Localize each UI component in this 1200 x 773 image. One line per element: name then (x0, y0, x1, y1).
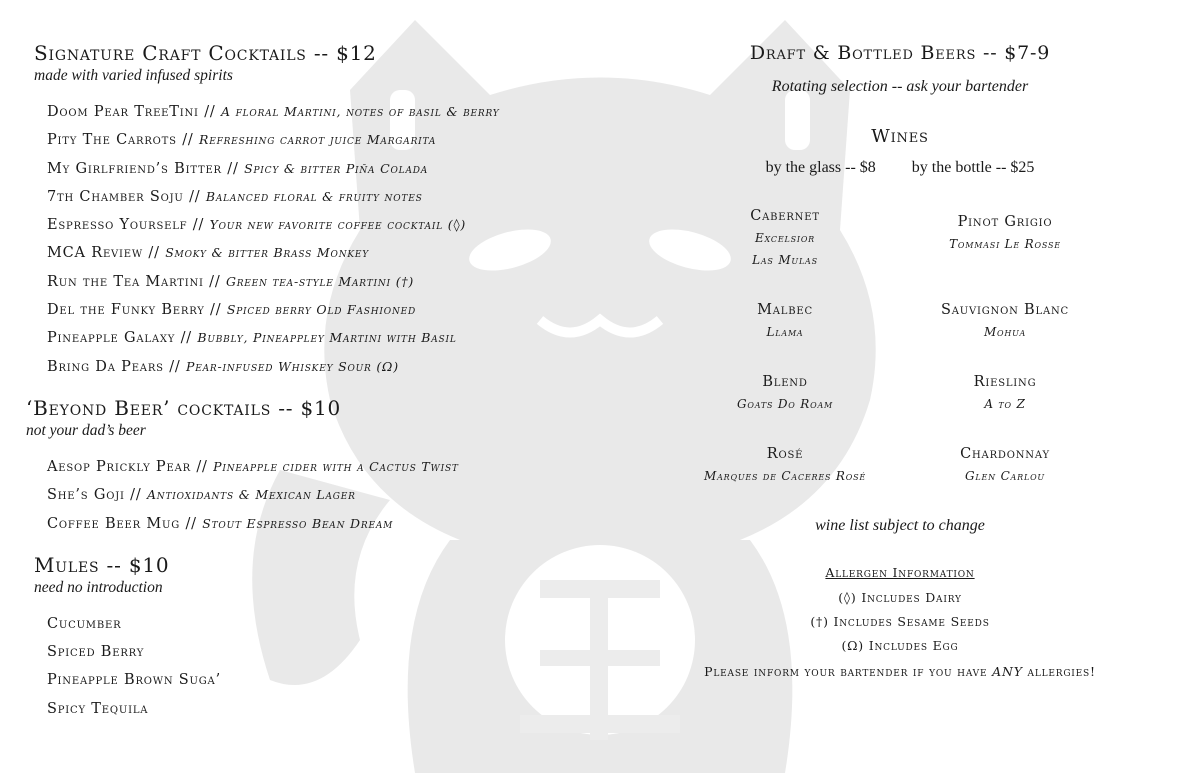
left-column (26, 40, 674, 737)
cocktail-name: Coffee Beer Mug // (47, 515, 203, 532)
cocktail-description: Stout Espresso Bean Dream (202, 515, 394, 531)
beyond-beer-subtitle: not your dad’s beer (26, 421, 146, 439)
cocktail-name: Pity The Carrots // (47, 132, 199, 149)
wine-item (900, 443, 1110, 487)
cocktail-description: Your new favorite coffee cocktail (◊) (209, 217, 467, 233)
wine-producer: Goats Do Roam (736, 397, 834, 411)
wine-producer: A to Z (984, 397, 1026, 411)
cocktail-name: She’s Goji // (47, 487, 147, 504)
cocktail-item (47, 155, 674, 183)
beyond-beer-section (26, 395, 674, 538)
wine-price-glass: by the glass -- $8 (765, 159, 876, 176)
wine-producer: Glen Carlou (965, 469, 1045, 483)
wine-varietal: Blend (762, 374, 808, 390)
cocktail-name: 7th Chamber Soju // (47, 188, 206, 205)
beyond-beer-title: ‘Beyond Beer’ cocktails -- $10 (26, 395, 342, 420)
wine-item (900, 299, 1110, 343)
wine-producer: Las Mulas (752, 253, 818, 267)
wine-prices (680, 159, 1120, 177)
cocktail-item (47, 183, 674, 211)
cocktail-description: Spicy & bitter Piña Colada (244, 160, 429, 176)
wine-producer: Tommasi Le Rosse (949, 237, 1061, 251)
wine-item (900, 205, 1110, 271)
allergen-item: (◊) Includes Dairy (838, 590, 962, 605)
allergy-notice (680, 664, 1120, 679)
allergen-item: (Ω) Includes Egg (841, 638, 959, 653)
cocktail-item (47, 268, 674, 296)
beyond-beer-item (47, 453, 674, 481)
cocktail-description: Pear-infused Whiskey Sour (Ω) (186, 358, 399, 374)
wine-varietal: Rosé (766, 446, 804, 462)
wines-title: Wines (871, 126, 929, 147)
wine-list (680, 205, 1120, 487)
allergy-notice-end: allergies! (1022, 664, 1096, 679)
signature-cocktails-subtitle: made with varied infused spirits (34, 67, 233, 84)
beers-subtitle: Rotating selection -- ask your bartender (771, 78, 1029, 95)
cocktail-description: Smoky & bitter Brass Monkey (165, 245, 369, 261)
beyond-beer-item (47, 481, 674, 509)
cocktail-name: Pineapple Galaxy // (47, 330, 198, 347)
wine-varietal: Riesling (973, 374, 1037, 390)
cocktail-description: Balanced floral & fruity notes (205, 188, 423, 204)
mule-item: Pineapple Brown Suga’ (47, 672, 221, 689)
cocktail-item (47, 239, 674, 267)
wine-producer: Mohua (983, 325, 1027, 339)
cocktail-name: Run the Tea Martini // (47, 273, 226, 290)
wine-producer: Llama (766, 325, 804, 339)
signature-cocktails-section (34, 40, 674, 381)
cocktail-name: Bring Da Pears // (47, 358, 186, 375)
wine-item (680, 443, 890, 487)
beyond-beer-item (47, 510, 674, 538)
cocktail-name: Espresso Yourself // (47, 217, 210, 234)
cocktail-item (47, 211, 674, 239)
cocktail-description: Bubbly, Pineappley Martini with Basil (197, 330, 457, 346)
cocktail-description: Spiced berry Old Fashioned (226, 302, 417, 318)
allergy-notice-text: Please inform your bartender if you have (704, 664, 993, 679)
allergen-title: Allergen Information (825, 565, 975, 580)
wine-producer: Excelsior (754, 231, 815, 245)
wine-item (680, 299, 890, 343)
wine-item (680, 371, 890, 415)
signature-cocktails-title: Signature Craft Cocktails -- $12 (34, 41, 377, 65)
cocktail-item (47, 296, 674, 324)
mule-item: Cucumber (47, 615, 122, 632)
cocktail-item (47, 324, 674, 352)
beers-title: Draft & Bottled Beers -- $7-9 (749, 42, 1051, 64)
cocktail-item (47, 98, 674, 126)
mule-item: Spiced Berry (47, 644, 145, 661)
cocktail-name: Del the Funky Berry // (47, 302, 227, 319)
wine-varietal: Cabernet (750, 208, 820, 224)
mules-title: Mules -- $10 (34, 552, 170, 577)
cocktail-description: Refreshing carrot juice Margarita (198, 132, 437, 148)
mule-item: Spicy Tequila (47, 700, 149, 717)
cocktail-item (47, 353, 674, 381)
mules-subtitle: need no introduction (34, 578, 163, 596)
cocktail-name: My Girlfriend’s Bitter // (47, 160, 245, 177)
cocktail-description: Green tea-style Martini (†) (225, 273, 415, 289)
cocktail-description: Antioxidants & Mexican Lager (146, 487, 356, 503)
wine-item (680, 205, 890, 271)
right-column (680, 40, 1120, 679)
allergen-list (680, 586, 1120, 658)
wine-varietal: Chardonnay (960, 446, 1050, 462)
wine-price-bottle: by the bottle -- $25 (911, 159, 1035, 176)
wine-list-note: wine list subject to change (815, 517, 985, 534)
cocktail-name: MCA Review // (47, 245, 166, 262)
cocktail-item (47, 126, 674, 154)
wine-varietal: Pinot Grigio (957, 214, 1053, 230)
wine-producer: Marques de Caceres Rosé (704, 469, 866, 483)
wine-item (900, 371, 1110, 415)
mules-section (34, 552, 674, 723)
wine-varietal: Malbec (757, 302, 813, 318)
cocktail-description: Pineapple cider with a Cactus Twist (213, 458, 459, 474)
allergy-notice-emphasis: ANY (992, 664, 1023, 679)
allergen-item: (†) Includes Sesame Seeds (810, 614, 990, 629)
cocktail-description: A floral Martini, notes of basil & berry (221, 104, 500, 119)
cocktail-name: Doom Pear TreeTini // (47, 104, 221, 120)
cocktail-name: Aesop Prickly Pear // (47, 458, 214, 475)
wine-varietal: Sauvignon Blanc (941, 302, 1069, 318)
